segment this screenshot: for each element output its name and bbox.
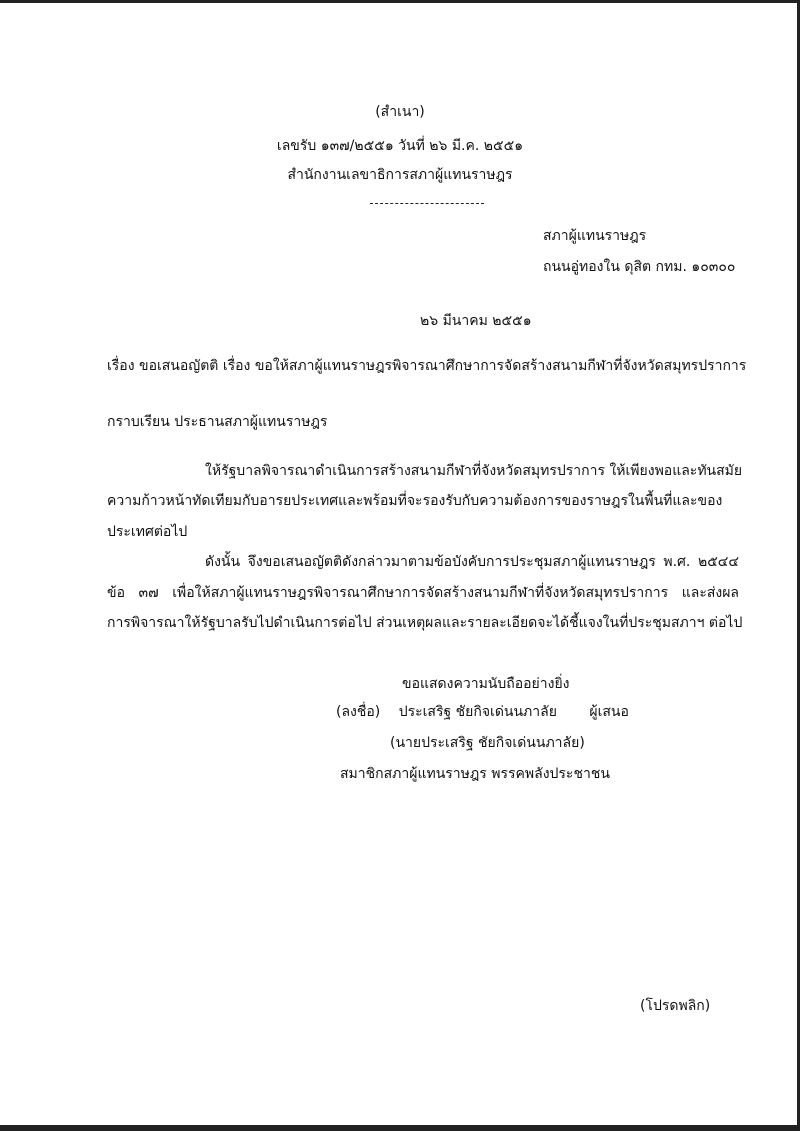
member-position: สมาชิกสภาผู้แทนราษฎร พรรคพลังประชาชน (340, 766, 610, 782)
paragraph-1-line-2: ความก้าวหน้าทัดเทียมกับอารยประเทศและพร้อมที่จะรองรับกับความต้องการของราษฎรในพื้นที่และของ (107, 493, 723, 509)
receiving-office: สำนักงานเลขาธิการสภาผู้แทนราษฎร (287, 167, 513, 183)
scan-edge-bottom (0, 1125, 800, 1131)
address-line-2: ถนนอู่ทองใน ดุสิต กทม. ๑๐๓๐๐ (543, 259, 736, 275)
scan-edge-top (0, 0, 800, 3)
signature-name: ประเสริฐ ชัยกิจเด่นนภาลัย (398, 704, 557, 720)
signature-row (336, 702, 629, 722)
paragraph-2-line-2: ข้อ ๓๗ เพื่อให้สภาผู้แทนราษฎรพิจารณาศึกษาการจัดสร้างสนามกีฬาที่จังหวัดสมุทรปราการ และส่งผล (107, 585, 739, 601)
page-turn-note: (โปรดพลิก) (640, 998, 711, 1014)
copy-mark: (สำเนา) (375, 104, 425, 120)
paragraph-1-line-3: ประเทศต่อไป (107, 524, 188, 540)
signature-label: (ลงชื่อ) (336, 704, 381, 720)
document-date: ๒๖ มีนาคม ๒๕๕๑ (420, 313, 532, 329)
paragraph-2-line-3: การพิจารณาให้รัฐบาลรับไปดำเนินการต่อไป ส่วนเหตุผลและรายละเอียดจะได้ชี้แจงในที่ประชุมสภาฯ ต่อไป (107, 615, 743, 631)
subject-line: เรื่อง ขอเสนอญัตติ เรื่อง ขอให้สภาผู้แทนราษฎรพิจารณาศึกษาการจัดสร้างสนามกีฬาที่จังหวัดสมุทรปราการ (107, 358, 747, 374)
signature-role: ผู้เสนอ (589, 704, 629, 720)
receipt-line: เลขรับ ๑๓๗/๒๕๕๑ วันที่ ๒๖ มี.ค. ๒๕๕๑ (276, 138, 524, 154)
address-line-1: สภาผู้แทนราษฎร (543, 228, 647, 244)
closing-phrase: ขอแสดงความนับถืออย่างยิ่ง (402, 676, 570, 692)
printed-name: (นายประเสริฐ ชัยกิจเด่นนภาลัย) (390, 735, 585, 751)
salutation: กราบเรียน ประธานสภาผู้แทนราษฎร (107, 414, 328, 430)
paragraph-2-line-1: ดังนั้น จึงขอเสนอญัตติดังกล่าวมาตามข้อบังคับการประชุมสภาผู้แทนราษฎร พ.ศ. ๒๕๔๔ (205, 554, 739, 570)
separator-line (370, 203, 484, 204)
paragraph-1-line-1: ให้รัฐบาลพิจารณาดำเนินการสร้างสนามกีฬาที่จังหวัดสมุทรปราการ ให้เพียงพอและทันสมัย (205, 463, 743, 479)
